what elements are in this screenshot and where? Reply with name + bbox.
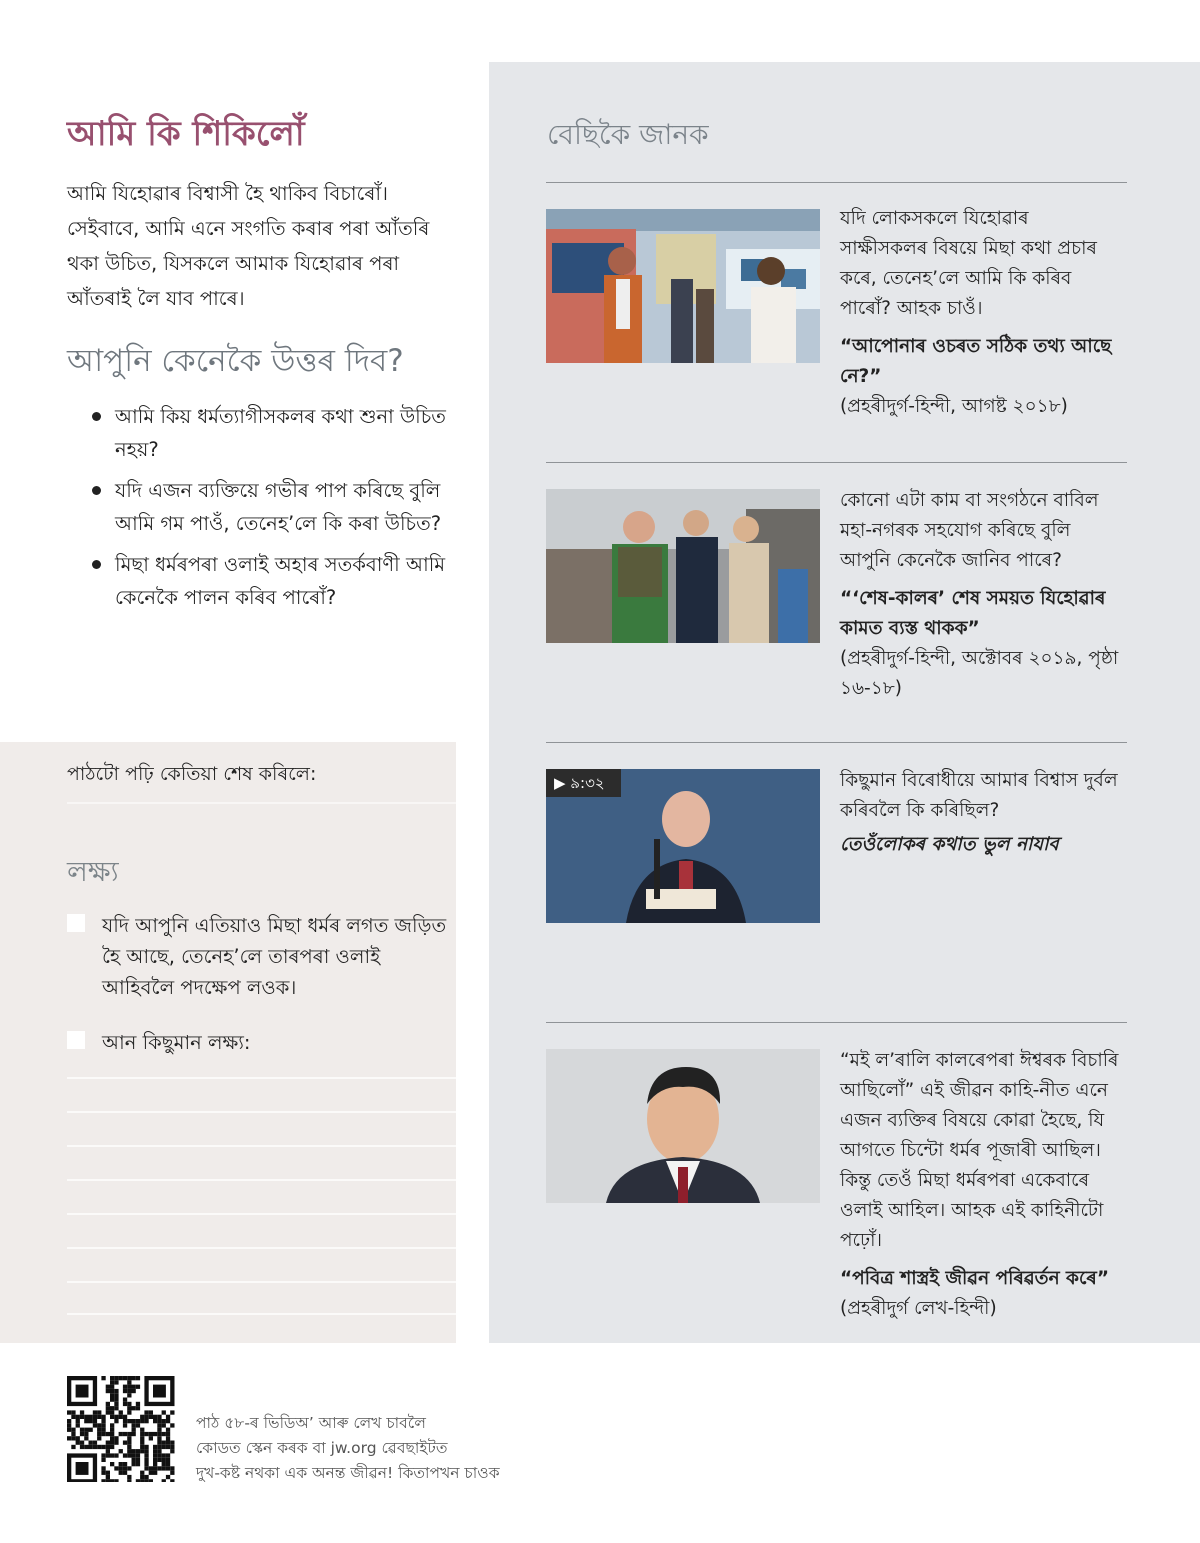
footer-line: দুখ-কষ্ট নথকা এক অনন্ত জীৱন! কিতাপখন চাওক	[196, 1464, 500, 1482]
article-image-portrait[interactable]	[546, 1049, 820, 1203]
write-line[interactable]	[67, 1179, 456, 1181]
explore-entry	[840, 1046, 1120, 1324]
finished-label: পাঠটো পঢ়ি কেতিয়া শেষ কৰিলে:	[67, 763, 317, 785]
entry-source: (প্ৰহৰীদুৰ্গ লেখ-হিন্দী)	[840, 1298, 997, 1319]
bullet-icon	[92, 412, 101, 421]
finished-write-line[interactable]	[67, 802, 456, 804]
entry-title-link[interactable]: “আপোনাৰ ওচৰত সঠিক তথ্য আছে নে?”	[840, 336, 1112, 387]
entry-description: যদি লোকসকলে যিহোৱাৰ সাক্ষীসকলৰ বিষয়ে মিছা কথা প্ৰচাৰ কৰে, তেনেহ’লে আমি কি কৰিব পাৰোঁ? আহক চাওঁ।	[840, 208, 1097, 319]
bullet-icon	[92, 486, 101, 495]
entry-description: “মই ল’ৰালি কালৰেপৰা ঈশ্বৰক বিচাৰি আছিলোঁ” এই জীৱন কাহি-নীত এনে এজন ব্যক্তিৰ বিষয়ে কোৱা হৈছে, যি আগতে চিন্টো ধৰ্মৰ পূজাৰী আছিল। কিন্তু তেওঁ মিছা ধৰ্মৰপৰা একেবাৰে ওলাই আহিল। আহক এই কাহিনীটো পঢ়োঁ।	[840, 1050, 1119, 1251]
video-thumbnail[interactable]	[546, 769, 820, 923]
answer-heading: আপুনি কেনেকৈ উত্তৰ দিব?	[67, 343, 404, 379]
list-item	[90, 474, 450, 540]
list-item	[90, 548, 450, 614]
footer-line: পাঠ ৫৮-ৰ ভিডিঅ’ আৰু লেখ চাবলৈ	[196, 1414, 426, 1432]
explore-heading: বেছিকৈ জানক	[547, 118, 709, 151]
entry-description: কিছুমান বিৰোধীয়ে আমাৰ বিশ্বাস দুৰ্বল কৰিবলৈ কি কৰিছিল?	[840, 770, 1118, 821]
goal-text: যদি আপুনি এতিয়াও মিছা ধৰ্মৰ লগত জড়িত হৈ আছে, তেনেহ’লে তাৰপৰা ওলাই আহিবলৈ পদক্ষেপ লওক।	[102, 914, 447, 999]
divider	[546, 182, 1127, 183]
write-line[interactable]	[67, 1313, 456, 1315]
write-line[interactable]	[67, 1213, 456, 1215]
video-title-link[interactable]: তেওঁলোকৰ কথাত ভুল নাযাব	[840, 834, 1059, 855]
divider	[546, 742, 1127, 743]
question-text: মিছা ধৰ্মৰপৰা ওলাই অহাৰ সতৰ্কবাণী আমি কেনেকৈ পালন কৰিব পাৰোঁ?	[115, 553, 446, 609]
footer-line: কোডত স্কেন কৰক বা jw.org ৱেবছাইটত	[196, 1439, 448, 1457]
entry-source: (প্ৰহৰীদুৰ্গ-হিন্দী, অক্টোবৰ ২০১৯, পৃষ্ঠা ১৬-১৮)	[840, 648, 1119, 699]
write-line[interactable]	[67, 1247, 456, 1249]
question-text: আমি কিয় ধৰ্মত্যাগীসকলৰ কথা শুনা উচিত নহয়?	[115, 405, 446, 461]
explore-entry	[840, 766, 1120, 860]
bullet-icon	[92, 560, 101, 569]
entry-source: (প্ৰহৰীদুৰ্গ-হিন্দী, আগষ্ট ২০১৮)	[840, 396, 1068, 417]
question-text: যদি এজন ব্যক্তিয়ে গভীৰ পাপ কৰিছে বুলি আমি গম পাওঁ, তেনেহ’লে কি কৰা উচিত?	[115, 479, 442, 535]
video-duration-badge: ▶ ৯:৩২	[546, 769, 621, 797]
divider	[546, 462, 1127, 463]
article-image-shopping-mall[interactable]	[546, 209, 820, 363]
divider	[546, 1022, 1127, 1023]
goal-checkbox[interactable]	[67, 1031, 85, 1049]
explore-entry	[840, 486, 1120, 704]
goal-checkbox[interactable]	[67, 914, 85, 932]
explore-entry	[840, 204, 1120, 422]
goal-heading: লক্ষ্য	[67, 855, 119, 888]
question-list	[90, 400, 450, 622]
entry-description: কোনো এটা কাম বা সংগঠনে বাবিল মহা-নগৰক সহযোগ কৰিছে বুলি আপুনি কেনেকৈ জানিব পাৰে?	[840, 490, 1099, 571]
entry-title-link[interactable]: “‘শেষ-কালৰ’ শেষ সময়ত যিহোৱাৰ কামত ব্যস্ত থাকক”	[840, 588, 1106, 639]
learned-text: আমি যিহোৱাৰ বিশ্বাসী হৈ থাকিব বিচাৰোঁ। সেইবাবে, আমি এনে সংগতি কৰাৰ পৰা আঁতৰি থকা উচিত, যিসকলে আমাক যিহোৱাৰ পৰা আঁতৰাই লৈ যাব পাৰে।	[67, 182, 430, 310]
learned-heading: আমি কি শিকিলোঁ	[67, 114, 305, 154]
goal-text: আন কিছুমান লক্ষ্য:	[102, 1031, 251, 1054]
write-line[interactable]	[67, 1145, 456, 1147]
list-item	[90, 400, 450, 466]
entry-title-link[interactable]: “পবিত্ৰ শাস্ত্ৰই জীৱন পৰিৱৰ্তন কৰে”	[840, 1268, 1110, 1289]
footer-instructions	[196, 1411, 500, 1486]
write-line[interactable]	[67, 1077, 456, 1079]
qr-code-icon[interactable]	[67, 1376, 177, 1482]
write-line[interactable]	[67, 1111, 456, 1113]
article-image-street-conversation[interactable]	[546, 489, 820, 643]
write-line[interactable]	[67, 1281, 456, 1283]
